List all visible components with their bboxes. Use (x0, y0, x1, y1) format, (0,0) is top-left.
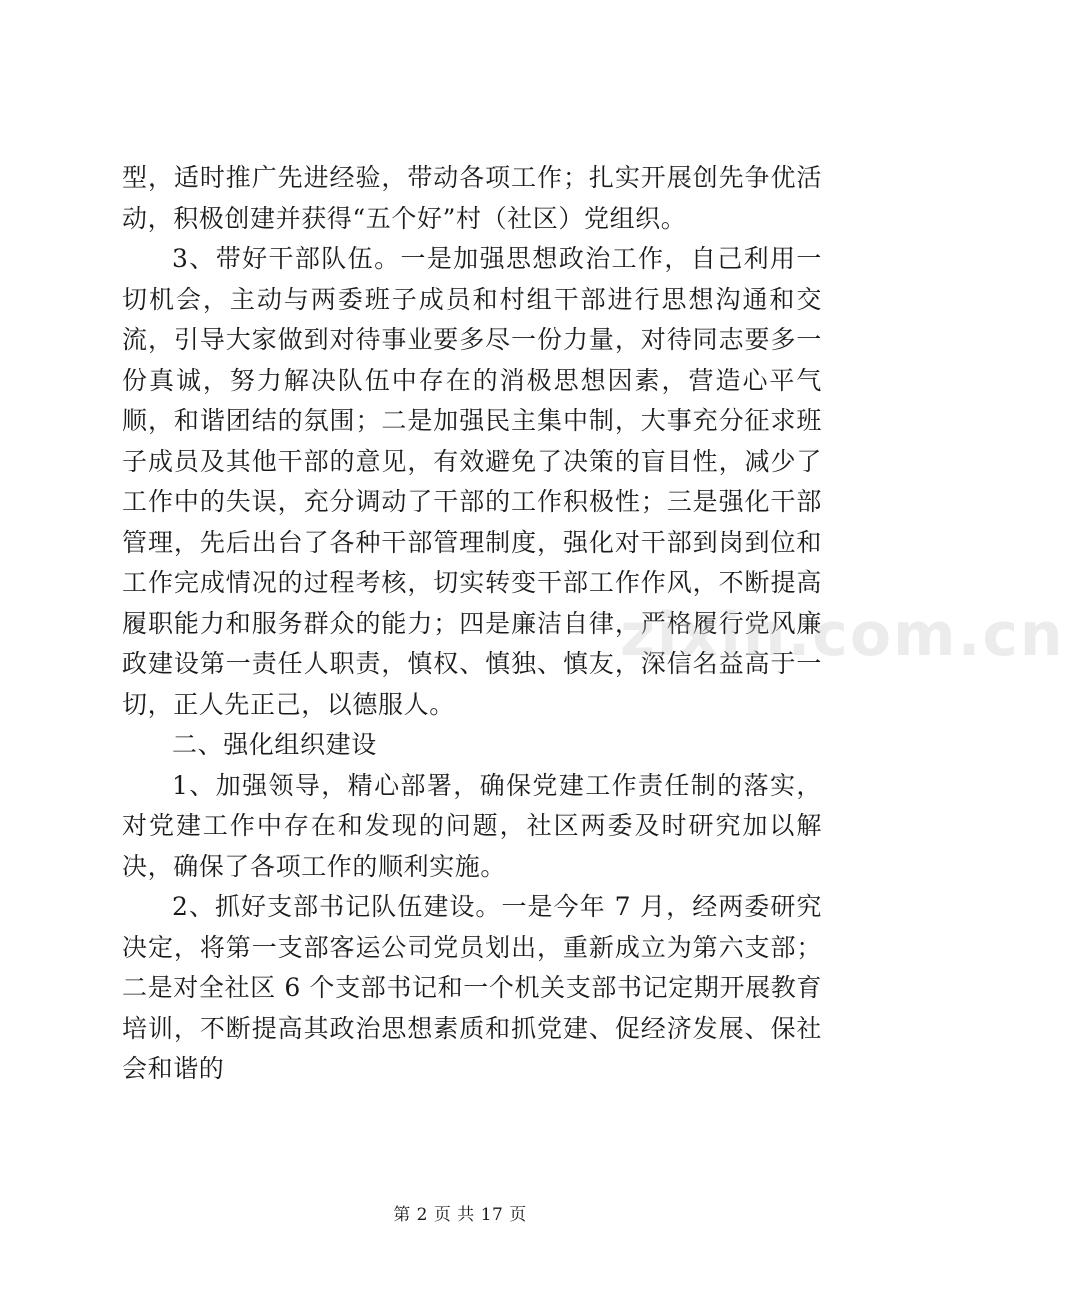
section-heading: 二、强化组织建设 (172, 730, 377, 759)
paragraph-branch-secretary: 2、抓好支部书记队伍建设。一是今年 7 月，经两委研究决定，将第一支部客运公司党员划出，重新成立为第六支部；二是对全社区 6 个支部书记和一个机关支部书记定期开展教育培训，不断提高其政治思想素质和抓党建、促经济发展、保社会和谐的 (122, 892, 822, 1083)
paragraph-leadership: 1、加强领导，精心部署，确保党建工作责任制的落实，对党建工作中存在和发现的问题，社区两委及时研究加以解决，确保了各项工作的顺利实施。 (122, 770, 822, 881)
document-body (122, 158, 822, 1090)
paragraph-cadre-team: 3、带好干部队伍。一是加强思想政治工作，自己利用一切机会，主动与两委班子成员和村组干部进行思想沟通和交流，引导大家做到对待事业要多尽一份力量，对待同志要多一份真诚，努力解决队伍中存在的消极思想因素，营造心平气顺，和谐团结的氛围；二是加强民主集中制，大事充分征求班子成员及其他干部的意见，有效避免了决策的盲目性，减少了工作中的失误，充分调动了干部的工作积极性；三是强化干部管理，先后出台了各种干部管理制度，强化对干部到岗到位和工作完成情况的过程考核，切实转变干部工作作风，不断提高履职能力和服务群众的能力；四是廉洁自律，严格履行党风廉政建设第一责任人职责，慎权、慎独、慎友，深信名益高于一切，正人先正己，以德服人。 (122, 244, 822, 719)
watermark-text: zixin.com.cn (620, 600, 1065, 670)
page-footer: 第 2 页 共 17 页 (393, 1205, 527, 1225)
paragraph-continuation: 型，适时推广先进经验，带动各项工作；扎实开展创先争优活动，积极创建并获得“五个好”村（社区）党组织。 (122, 163, 822, 233)
